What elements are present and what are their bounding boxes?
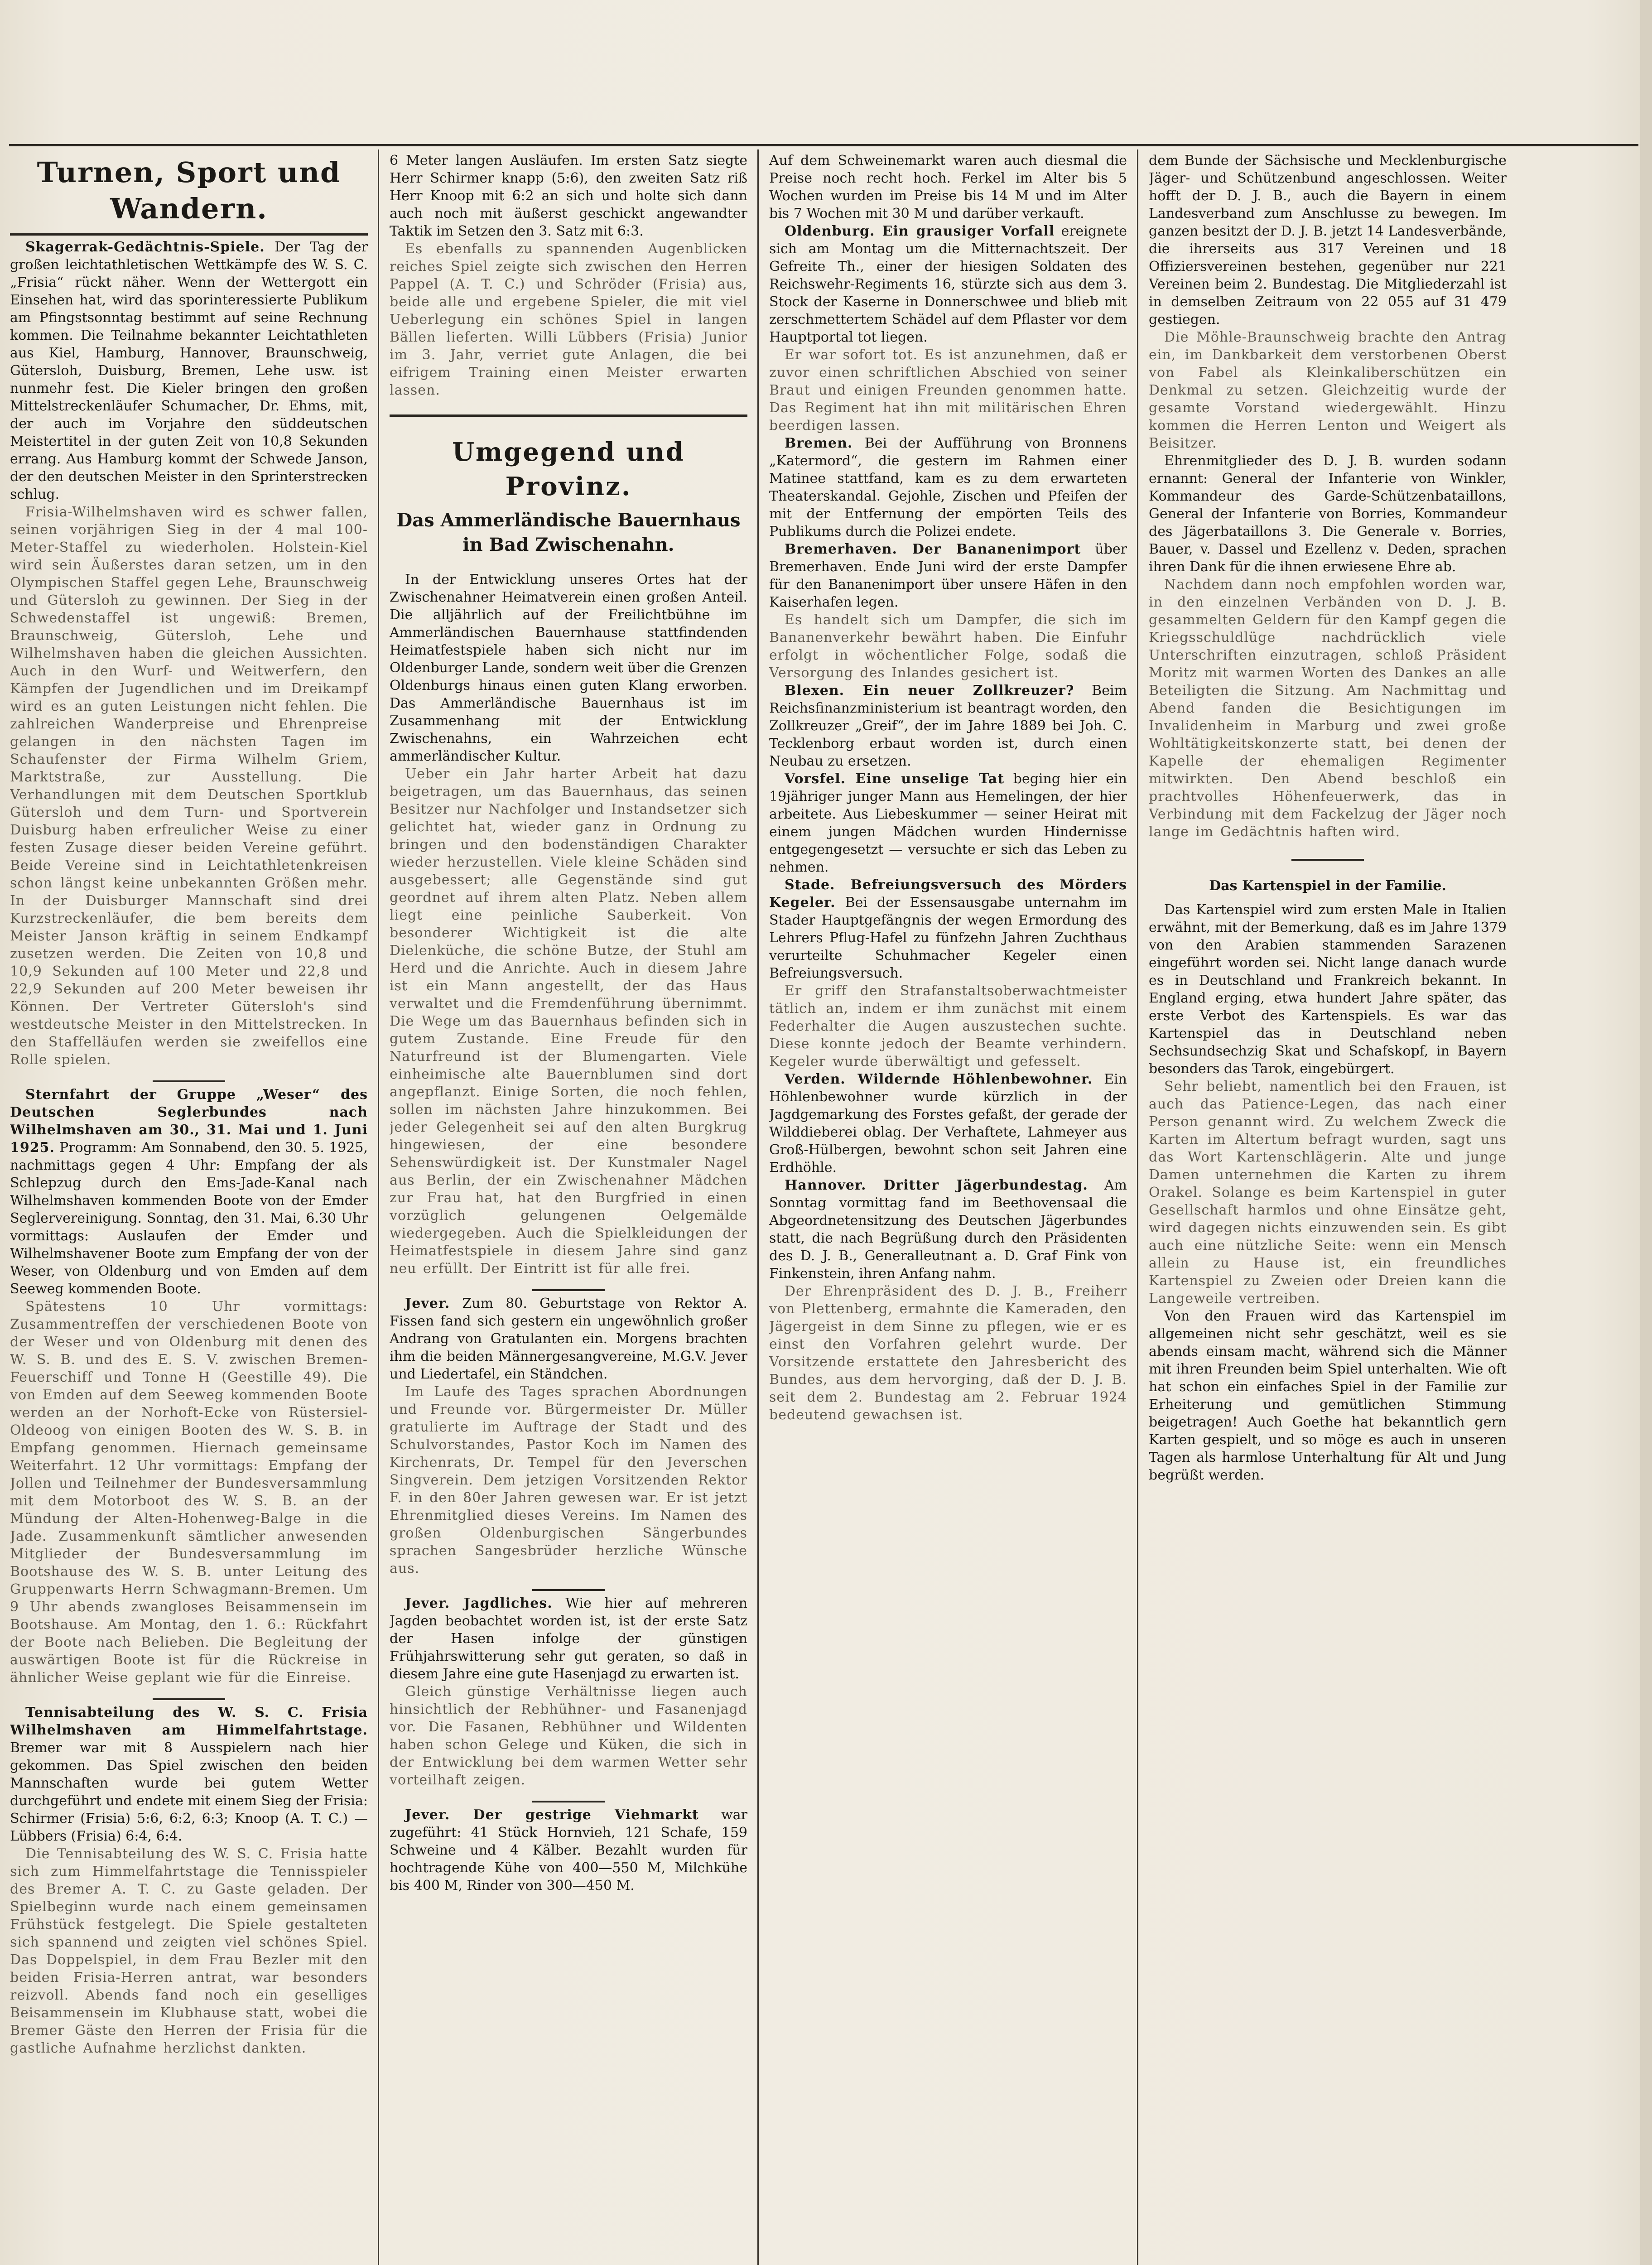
article-body: Bei der Aufführung von Bronnens „Katermord“, die gestern im Rahmen einer Matinee stattfand, kam es zu dem erwarteten Theaterskandal. Gejohle, Zischen und Pfeifen der mit der Entfernung der empörten Teils des Publikums durch die Polizei endete. [769,435,1127,540]
article-stade [769,876,1127,982]
article-body: Bremer war mit 8 Ausspielern nach hier gekommen. Das Spiel zwischen den beiden Mannschaften wurde bei gutem Wetter durchgeführt und endete mit einem Sieg der Frisia: Schirmer (Frisia) 5:6, 6:2, 6:3; Knoop (A. T. C.) — Lübbers (Frisia) 6:4, 6:4. [10,1740,368,1844]
top-rule [9,144,1638,146]
column-1 [10,152,368,2265]
article-body: war zugeführt: 41 Stück Hornvieh, 121 Schafe, 159 Schweine und 4 Kälber. Bezahlt wurden für hochtragende Kühe von 400—550 M, Milchkühe bis 400 M, Rinder von 300—450 M. [390,1807,747,1894]
divider [153,1698,225,1700]
title-rule [10,233,368,236]
article-filler: Er griff den Strafanstaltsoberwachtmeister tätlich an, indem er ihm zunächst mit einem Federhalter die Augen auszustechen suchte. Diese konnte jedoch der Beamte verhindern. Kegeler wurde überwältigt und gefesselt. [769,983,1127,1070]
article-lead: Bremerhaven. Der Bananenimport [785,541,1081,557]
article-lead: Sternfahrt der Gruppe „Weser“ des Deutschen Seglerbundes nach Wilhelmshaven am 30., 31. Mai und 1. Juni 1925. [10,1087,368,1156]
article-jagd [390,1595,747,1683]
article-filler: Spätestens 10 Uhr vormittags: Zusammentreffen der verschiedenen Boote von der Weser und von Oldenburg mit denen des W. S. B. und des E. S. V. zwischen Bremen-Feuerschiff und Tonne H (Geestille 49). Die von Emden auf dem Seeweg kommenden Boote werden an der Norhoft-Ecke von Rüstersiel-Oldeoog von einigen Booten des W. S. B. in Empfang genommen. Hiernach gemeinsame Weiterfahrt. 12 Uhr vormittags: Empfang der Jollen und Teilnehmer der Bundesversammlung mit dem Motorboot des W. S. B. an der Mündung der Alten-Hohenweg-Balge in die Jade. Zusammenkunft sämtlicher anwesenden Mitglieder der Bundesversammlung im Bootshause des W. S. B. unter Leitung des Gruppenwarts Herrn Schwagmann-Bremen. Um 9 Uhr abends zwangloses Beisammensein im Bootshause. Am Montag, den 1. 6.: Rückfahrt der Boote nach Belieben. Die Begleitung der auswärtigen Boote ist für die Rückreise in ähnlicher Weise geplant wie für die Einreise. [10,1299,368,1686]
article-lead: Stade. Befreiungsversuch des Mörders Kegeler. [769,877,1127,911]
article-body: über Bremerhaven. Ende Juni wird der erste Dampfer für den Bananenimport über unsere Häfen in den Kaiserhafen legen. [769,541,1127,610]
article-body: Am Sonntag vormittag fand im Beethovensaal die Abgeordnetensitzung des Deutschen Jägerbundes statt, die nach Begrüßung durch den Präsidenten des D. J. B., Generalleutnant a. D. Graf Fink von Finkenstein, ihren Anfang nahm. [769,1177,1127,1282]
article-filler: Ueber ein Jahr harter Arbeit hat dazu beigetragen, um das Bauernhaus, das seinen Besitzer nur Nachfolger und Instandsetzer sich gelichtet hat, wieder ganz in Ordnung zu bringen und den bodenständigen Charakter wieder herzustellen. Viele kleine Schäden sind ausgebessert; alle Gegenstände sind gut geordnet auf ihrem alten Platz. Neben allem liegt eine peinliche Sauberkeit. Von besonderer Wichtigkeit ist die alte Dielenküche, die schöne Butze, der Stuhl am Herd und die Anrichte. Auch in diesem Jahre ist ein Mann angestellt, der das Haus verwaltet und die Fremdenführung übernimmt. Die Wege um das Bauernhaus befinden sich in gutem Zustande. Eine Freude für den Naturfreund ist der Blumengarten. Viele einheimische alte Bauernblumen sind dort angepflanzt. Einige Sorten, die noch fehlen, sollen im nächsten Jahre hinzukommen. Bei jeder Gelegenheit sei auf den alten Burgkrug hingewiesen, der eine besondere Sehenswürdigkeit ist. Der Kunstmaler Nagel aus Berlin, der ein Zwischenahner Mädchen zur Frau hat, hat den Burgfried in einen vorzüglich gelungenen Oelgemälde wiedergegeben. Auch die Spielkleidungen der Heimatfestspiele in diesem Jahre sind ganz neu erfüllt. Der Eintritt ist für alle frei. [390,766,747,1277]
section-title-province: Umgegend und Provinz. [452,437,685,501]
divider [532,1289,605,1291]
article-lead: Tennisabteilung des W. S. C. Frisia Wilhelmshaven am Himmelfahrtstage. [10,1705,368,1738]
article-hannover [769,1176,1127,1282]
column-3 [769,152,1127,2265]
article-jever-fissen [390,1295,747,1383]
article-lead: Jever. Jagdliches. [405,1595,553,1611]
article-filler: Die Möhle-Braunschweig brachte den Antrag ein, im Dankbarkeit dem verstorbenen Oberst von Fabel als Kleinkaliberschützen ein Denkmal zu setzen. Gleichzeitig wurde der gesamte Vorstand wiedergewählt. Hinzu kommen die Herren Lenton und Weigert als Beisitzer. [1149,329,1507,451]
page-edge [1640,0,1652,2265]
article-filler: Es handelt sich um Dampfer, die sich im Bananenverkehr bewährt haben. Die Einfuhr erfolgt in wöchentlicher Folge, sodaß die Versorgung des Inlandes gesichert ist. [769,612,1127,681]
article-lead: Hannover. Dritter Jägerbundestag. [785,1177,1088,1193]
column-separator [378,149,379,2265]
article-body: Beim Reichsfinanzministerium ist beantragt worden, den Zollkreuzer „Greif“, der im Jahre 1889 bei Joh. C. Tecklenborg erbaut worden ist, durch einen Neubau zu ersetzen. [769,683,1127,769]
article-body: Ein Höhlenbewohner wurde kürzlich in der Jagdgemarkung des Forstes gefaßt, der gerade der Wilddieberei oblag. Der Verhaftete, Lahmeyer aus Groß-Hülbergen, bewohnt schon seit Jahren eine Erdhöhle. [769,1071,1127,1176]
article-lead: Bremen. [785,435,853,451]
article-body: Programm: Am Sonnabend, den 30. 5. 1925, nachmittags gegen 4 Uhr: Empfang der als Schlepzug durch den Ems-Jade-Kanal nach Wilhelmshaven kommenden Boote von der Emder Seglervereinigung. Sonntag, den 31. Mai, 6.30 Uhr vormittags: Auslaufen der Emder und Wilhelmshavener Boote zum Empfang der von der Weser, von Oldenburg und von Emden auf dem Seeweg kommenden Boote. [10,1140,368,1297]
column-4 [1149,152,1507,2265]
article-tennis [10,1704,368,1845]
article-bremerhaven [769,540,1127,611]
column-separator [1137,149,1138,2265]
article-filler: Sehr beliebt, namentlich bei den Frauen, ist auch das Patience-Legen, das nach einer Person genannt wird. Zu welchem Zweck die Karten im Altertum befragt wurden, sagt uns das Wort Kartenschlägerin. Alte und junge Damen unternehmen die Karten zu ihrem Orakel. Solange es beim Kartenspiel in guter Gesellschaft harmlos und ohne Einsätze geht, wird dagegen nichts einzuwenden sein. Es gibt auch eine nützliche Seite: wenn ein Mensch allein zu Hause ist, ein freundliches Kartenspiel zu Zweien oder Dreien kann die Langeweile vertreiben. [1149,1079,1507,1306]
article-continuation: dem Bunde der Sächsische und Mecklenburgische Jäger- und Schützenbund angeschlossen. Weiter hofft der D. J. B., auch die Bayern in einem Landesverband zum Anschlusse zu bewegen. Im ganzen besitzt der D. J. B. jetzt 14 Landesverbände, die ihrerseits aus 317 Vereinen und 18 Offiziersvereinen bestehen, gegenüber nur 221 Vereinen beim 2. Bundestag. Die Mitgliederzahl ist in demselben Zeitraum von 22 055 auf 31 479 gestiegen. [1149,153,1507,328]
article-filler: Im Laufe des Tages sprachen Abordnungen und Freunde vor. Bürgermeister Dr. Müller gratulierte im Auftrage der Stadt und des Schulvorstandes, Pastor Koch im Namen des Kirchenrats, Dr. Tempel für den Jeverschen Singverein. Dem jetzigen Vorsitzenden Rektor F. in den 80er Jahren gewesen war. Er ist jetzt Ehrenmitglied dieses Vereins. Im Namen des großen Oldenburgischen Sängerbundes sprachen Sangesbrüder herzliche Wünsche aus. [390,1384,747,1576]
article-filler: Gleich günstige Verhältnisse liegen auch hinsichtlich der Rebhühner- und Fasanenjagd vor. Die Fasanen, Rebhühner und Wildenten haben schon Gelege und Küken, die sich in der Entwicklung bei dem warmen Wetter sehr vorteilhaft zeigen. [390,1684,747,1788]
article-kartenspiel: Das Kartenspiel wird zum ersten Male in Italien erwähnt, mit der Bemerkung, daß es im Jahre 1379 von den Arabien stammenden Sarazenen eingeführt worden sei. Nicht lange danach wurde es in Deutschland und Frankreich bekannt. In England erging, etwa hundert Jahre später, das erste Verbot des Kartenspiels. Es war das Kartenspiel das in Deutschland neben Sechsundsechzig Skat und Schafskopf, in Bayern besonders das Tarok, eingebürgert. [1149,902,1507,1077]
article-filler: Die Tennisabteilung des W. S. C. Frisia hatte sich zum Himmelfahrtstage die Tennisspieler des Bremer A. T. C. zu Gaste geladen. Der Spielbeginn wurde nach einem gemeinsamen Frühstück festgelegt. Die Spiele gestalteten sich spannend und zeigten viel schönes Spiel. Das Doppelspiel, in dem Frau Bezler mit den beiden Frisia-Herren antrat, war besonders reizvoll. Abends fand noch ein geselliges Beisammensein im Klubhause statt, wobei die Bremer Gäste den Herren der Frisia für die gastliche Aufnahme herzlichst dankten. [10,1846,368,2056]
article-filler: Nachdem dann noch empfohlen worden war, in den einzelnen Verbänden von D. J. B. gesammelten Geldern für den Kampf gegen die Kriegsschuldlüge nachdrücklich viele Unterschriften einzutragen, schloß Präsident Moritz mit warmen Worten des Dankes an alle Beteiligten die Sitzung. Am Nachmittag und Abend fanden die Besichtigungen im Invalidenheim in Marburg und zwei große Wohltätigkeitskonzerte statt, bei denen der Kapelle der ehemaligen Regimenter mitwirkten. Den Abend beschloß ein prachtvolles Höhenfeuerwerk, das in Verbindung mit dem Fackelzug der Jäger noch lange im Gedächtnis haften wird. [1149,577,1507,840]
article-skagerrak [10,238,368,503]
article-lead: Jever. Der gestrige Viehmarkt [405,1807,699,1823]
article-body: Bei der Essensausgabe unternahm im Stader Hauptgefängnis der wegen Ermordung des Lehrers Pflug-Hafel zu fünfzehn Jahren Zuchthaus verurteilte Schuhmacher Kegeler einen Befreiungsversuch. [769,895,1127,981]
section-rule [390,414,747,417]
article-body: ereignete sich am Montag um die Mitternachtszeit. Der Gefreite Th., einer der hiesigen Soldaten des Reichswehr-Regiments 16, stürzte sich aus dem 3. Stock der Kaserne in Donnerschwee und blieb mit zerschmettertem Schädel auf dem Pflaster vor dem Hauptportal tot liegen. [769,223,1127,345]
article-verden [769,1070,1127,1176]
divider [532,1801,605,1802]
article-body: Zum 80. Geburtstage von Rektor A. Fissen fand sich gestern ein ungewöhnlich großer Andrang von Gratulanten ein. Morgens brachten ihm die beiden Männergesangvereine, M.G.V. Jever und Liedertafel, ein Ständchen. [390,1296,747,1382]
article-ehrenmitglieder: Ehrenmitglieder des D. J. B. wurden sodann ernannt: General der Infanterie von Winkler, Kommandeur des Garde-Schützenbataillons, General der Infanterie von Borries, Kommandeur des Jägerbataillons 3. Die Generale v. Borries, Bauer, v. Dassel und Ezellenz v. Deden, sprachen ihren Dank für die ihnen erwiesene Ehre ab. [1149,453,1507,575]
article-kartenspiel-2: Von den Frauen wird das Kartenspiel im allgemeinen nicht sehr geschätzt, weil es sie abends einsam macht, während sich die Männer mit ihren Freunden beim Spiel unterhalten. Wie oft hat schon ein einfaches Spiel in der Familie zur Erheiterung und gemütlichen Stimmung beigetragen! Auch Goethe hat bekanntlich gern Karten gespielt, und so möge es auch in unseren Tagen als harmlose Unterhaltung für Alt und Jung begrüßt werden. [1149,1308,1507,1483]
article-filler: Er war sofort tot. Es ist anzunehmen, daß er zuvor einen schriftlichen Abschied von seiner Braut und einigen Freunden genommen hatte. Das Regiment hat ihn mit militärischen Ehren beerdigen lassen. [769,347,1127,434]
article-body: Der Tag der großen leichtathletischen Wettkämpfe des W. S. C. „Frisia“ rückt näher. Wenn der Wettergott ein Einsehen hat, wird das sporinteressierte Publikum am Pfingstsonntag bestimmt auf seine Rechnung kommen. Die Teilnahme bekannter Leichtathleten aus Kiel, Hamburg, Hannover, Braunschweig, Gütersloh, Duisburg, Bremen, Lehe usw. ist nunmehr fest. Die Kieler bringen den großen Mittelstreckenläufer Schumacher, Dr. Ehms, mit, der auch im Vorjahre den süddeutschen Meistertitel in der guten Zeit von 10,8 Sekunden errang. Aus Hamburg kommt der Schwede Janson, der den deutschen Meister in den Sprinterstrecken schlug. [10,239,368,502]
article-bauernhaus: In der Entwicklung unseres Ortes hat der Zwischenahner Heimatverein einen großen Anteil. Die alljährlich auf der Freilichtbühne im Ammerländischen Bauernhause stattfindenden Heimatfestspiele haben sich nicht nur im Oldenburger Lande, sondern weit über die Grenzen Oldenburgs hinaus einen guten Klang erworben. Das Ammerländische Bauernhaus ist im Zusammenhang mit der Entwicklung Zwischenahns, ein Wahrzeichen echt ammerländischer Kultur. [390,572,747,764]
article-filler: Der Ehrenpräsident des D. J. B., Freiherr von Plettenberg, ermahnte die Kameraden, den Jägergeist in dem Sinne zu pflegen, wie er es einst den Vorfahren gelehrt wurde. Der Vorsitzende erstattete den Jahresbericht des Bundes, aus dem hervorging, daß der D. J. B. seit dem 2. Bundestag am 2. Februar 1924 bedeutend gewachsen ist. [769,1283,1127,1423]
column-2 [390,152,747,2265]
article-vorsfel [769,770,1127,876]
article-filler: Es ebenfalls zu spannenden Augenblicken reiches Spiel zeigte sich zwischen den Herren Pappel (A. T. C.) und Schröder (Frisia) aus, beide alle und ergebene Spieler, die mit viel Ueberlegung ein schönes Spiel in langen Bällen lieferten. Willi Lübbers (Frisia) Junior im 3. Jahr, verriet gute Anlagen, die bei eifrigem Training einen Meister erwarten lassen. [390,241,747,398]
article-continuation: 6 Meter langen Ausläufen. Im ersten Satz siegte Herr Schirmer knapp (5:6), den zweiten Satz riß Herr Knoop mit 6:2 an sich und holte sich dann auch noch mit äußerst geschickt angewandter Taktik im Setzen den 3. Satz mit 6:3. [390,153,747,239]
article-body: Wie hier auf mehreren Jagden beobachtet worden ist, ist der erste Satz der Hasen infolge der günstigen Frühjahrswitterung sehr gut geraten, so daß in diesem Jahre eine gute Hasenjagd zu erwarten ist. [390,1595,747,1682]
article-lead: Jever. [405,1296,450,1311]
article-lead: Oldenburg. Ein grausiger Vorfall [785,223,1055,239]
article-bremen [769,434,1127,540]
article-lead: Skagerrak-Gedächtnis-Spiele. [25,239,265,255]
article-blexen [769,682,1127,770]
article-filler: Frisia-Wilhelmshaven wird es schwer fallen, seinen vorjährigen Sieg in der 4 mal 100-Meter-Staffel zu wiederholen. Holstein-Kiel wird sein Äußerstes daran setzen, um in den Olympischen Staffel gegen Lehe, Braunschweig und Gütersloh zu gewinnen. Der Sieg in der Schwedenstaffel ist ungewiß: Bremen, Braunschweig, Gütersloh, Lehe und Wilhelmshaven haben die gleichen Aussichten. Auch in den Wurf- und Weitwerfern, den Kämpfen der Jugendlichen und im Dreikampf wird es an guten Leistungen nicht fehlen. Die zahlreichen Wanderpreise und Ehrenpreise gelangen in den nächsten Tagen im Schaufenster der Firma Wilhelm Griem, Marktstraße, zur Ausstellung. Die Verhandlungen mit dem Deutschen Sportklub Gütersloh und dem Turn- und Sportverein Duisburg haben erfreulicher Weise zu einer festen Zusage dieser beiden Vereine geführt. Beide Vereine sind in Leichtathletenkreisen schon längst keine unbekannten Größen mehr. In der Duisburger Mannschaft sind drei Kurzstreckenläufer, die bem bereits dem Meister Janson kräftig in seinem Endkampf zusetzen werden. Die Zeiten von 10,8 und 10,9 Sekunden auf 100 Meter und 22,8 und 22,9 Sekunden auf 200 Meter beweisen ihr Können. Der Vertreter Gütersloh's sind westdeutsche Meister in den Mittelstrecken. In den Staffelläufen werden sie zweifellos eine Rolle spielen. [10,504,368,1068]
section-title-sport: Turnen, Sport und Wandern. [37,156,341,225]
article-headline: Das Ammerländische Bauernhaus in Bad Zwischenahn. [396,510,741,555]
article-continuation: Auf dem Schweinemarkt waren auch diesmal die Preise noch recht hoch. Ferkel im Alter bis 5 Wochen wurden im Preise bis 14 M und im Alter bis 7 Wochen mit 30 M und darüber verkauft. [769,153,1127,222]
article-lead: Blexen. Ein neuer Zollkreuzer? [785,683,1074,699]
article-viehmarkt [390,1806,747,1894]
article-lead: Verden. Wildernde Höhlenbewohner. [785,1071,1093,1087]
article-body: beging hier ein 19jähriger junger Mann aus Hemelingen, der hier arbeitete. Aus Liebeskummer — seiner Heirat mit einem jungen Mädchen wurden Hindernisse entgegengesetzt — versuchte er sich das Leben zu nehmen. [769,771,1127,875]
article-oldenburg [769,222,1127,346]
divider [1291,859,1364,861]
divider [153,1080,225,1082]
article-lead: Vorsfel. Eine unselige Tat [785,771,1005,787]
article-headline: Das Kartenspiel in der Familie. [1209,878,1446,894]
column-separator [757,149,759,2265]
divider [532,1589,605,1591]
article-sternfahrt [10,1086,368,1298]
